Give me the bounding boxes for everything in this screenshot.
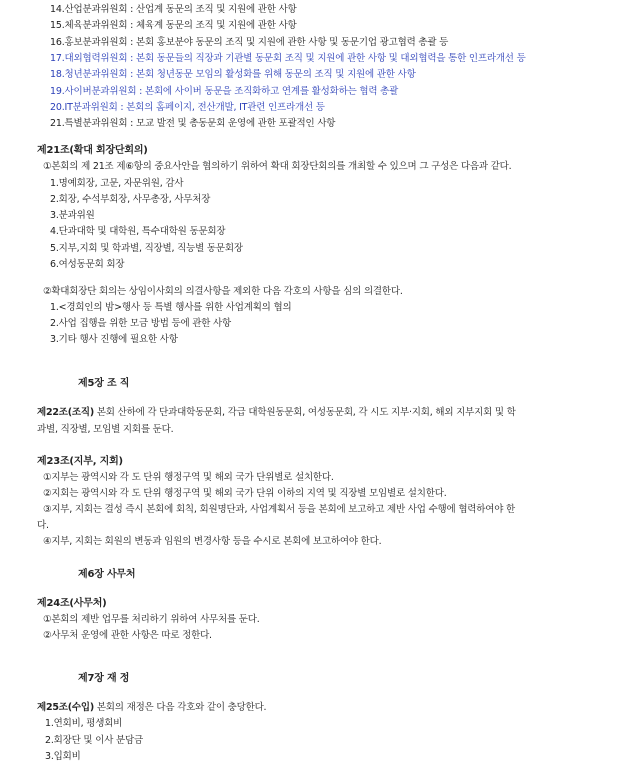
chapter-5-title: 제5장 조 직 bbox=[78, 378, 130, 389]
revenue-item: 2.회장단 및 이사 분담금 bbox=[45, 735, 143, 746]
article-22-text: 본회 산하에 각 단과대학동문회, 각급 대학원동문회, 여성동문회, 각 시도 지부·지회, 해외 지부지회 및 학 bbox=[94, 407, 516, 418]
article-23-item: 다. bbox=[37, 520, 49, 531]
article-23-title: 제23조(지부, 지회) bbox=[37, 456, 123, 467]
article-23-item: ②지회는 광역시와 각 도 단위 행정구역 및 해외 국가 단위 이하의 지역 및 직장별 모임별로 설치한다. bbox=[43, 488, 447, 499]
article-24-item: ①본회의 제반 업무를 처리하기 위하여 사무처를 둔다. bbox=[43, 614, 260, 625]
member-item: 5.지부,지회 및 학과별, 직장별, 직능별 동문회장 bbox=[50, 243, 243, 254]
committee-item: 14.산업분과위원회 : 산업계 동문의 조직 및 지원에 관한 사항 bbox=[50, 4, 297, 15]
article-24-item: ②사무처 운영에 관한 사항은 따로 정한다. bbox=[43, 630, 212, 641]
article-21-para-2: ②확대회장단 회의는 상임이사회의 의결사항을 제외한 다음 각호의 사항을 심의 의결한다. bbox=[43, 286, 403, 297]
article-24-title: 제24조(사무처) bbox=[37, 598, 107, 609]
article-22-continuation: 과별, 직장별, 모임별 지회를 둔다. bbox=[37, 424, 174, 435]
committee-item: 17.대외협력위원회 : 본회 동문들의 직장과 기관별 동문회 조직 및 지원에 관한 사항 및 대외협력을 통한 인프라개선 등 bbox=[50, 53, 526, 64]
member-item: 1.명예회장, 고문, 자문위원, 감사 bbox=[50, 178, 184, 189]
agenda-item: 3.기타 행사 진행에 필요한 사항 bbox=[50, 334, 178, 345]
chapter-6-title: 제6장 사무처 bbox=[78, 569, 136, 580]
member-item: 6.여성동문회 회장 bbox=[50, 259, 125, 270]
article-22 bbox=[37, 407, 516, 419]
committee-item: 15.체육분과위원회 : 체육계 동문의 조직 및 지원에 관한 사항 bbox=[50, 20, 297, 31]
agenda-item: 2.사업 집행을 위한 모금 방법 등에 관한 사항 bbox=[50, 318, 232, 329]
article-23-item: ①지부는 광역시와 각 도 단위 행정구역 및 해외 국가 단위별로 설치한다. bbox=[43, 472, 334, 483]
member-item: 4.단과대학 및 대학원, 특수대학원 동문회장 bbox=[50, 226, 226, 237]
revenue-item: 3.입회비 bbox=[45, 751, 81, 762]
member-item: 3.분과위원 bbox=[50, 210, 95, 221]
member-item: 2.회장, 수석부회장, 사무총장, 사무처장 bbox=[50, 194, 211, 205]
article-23-item: ③지부, 지회는 결성 즉시 본회에 회칙, 회원명단과, 사업계획서 등을 본회에 보고하고 제반 사업 수행에 협력하여야 한 bbox=[43, 504, 516, 515]
article-21-title: 제21조(확대 회장단회의) bbox=[37, 145, 148, 156]
article-22-title: 제22조(조직) bbox=[37, 407, 95, 418]
article-25-title: 제25조(수입) bbox=[37, 702, 95, 713]
committee-item: 19.사이버분과위원회 : 본회에 사이버 동문을 조직화하고 연계를 활성화하는 협력 총괄 bbox=[50, 86, 399, 97]
committee-item: 16.홍보분과위원회 : 본회 홍보분야 동문의 조직 및 지원에 관한 사항 및 동문기업 광고협력 총괄 등 bbox=[50, 37, 449, 48]
chapter-7-title: 제7장 재 정 bbox=[78, 673, 130, 684]
article-23-item: ④지부, 지회는 회원의 변동과 임원의 변경사항 등을 수시로 본회에 보고하여야 한다. bbox=[43, 536, 382, 547]
article-25-text: 본회의 재정은 다음 각호와 같이 충당한다. bbox=[94, 702, 267, 713]
committee-item: 21.특별분과위원회 : 모교 발전 및 총동문회 운영에 관한 포괄적인 사항 bbox=[50, 118, 336, 129]
agenda-item: 1.<경희인의 밤>행사 등 특별 행사를 위한 사업계획의 협의 bbox=[50, 302, 292, 313]
article-21-para-1: ①본회의 제 21조 제⑥항의 중요사안을 협의하기 위하여 확대 회장단회의를 개최할 수 있으며 그 구성은 다음과 같다. bbox=[43, 161, 512, 172]
committee-item: 20.IT분과위원회 : 본회의 홈페이지, 전산개발, IT관련 인프라개선 등 bbox=[50, 102, 325, 113]
article-25 bbox=[37, 702, 266, 714]
committee-item: 18.청년분과위원회 : 본회 청년동문 모임의 활성화를 위해 동문의 조직 및 지원에 관한 사항 bbox=[50, 69, 416, 80]
revenue-item: 1.연회비, 평생회비 bbox=[45, 718, 123, 729]
